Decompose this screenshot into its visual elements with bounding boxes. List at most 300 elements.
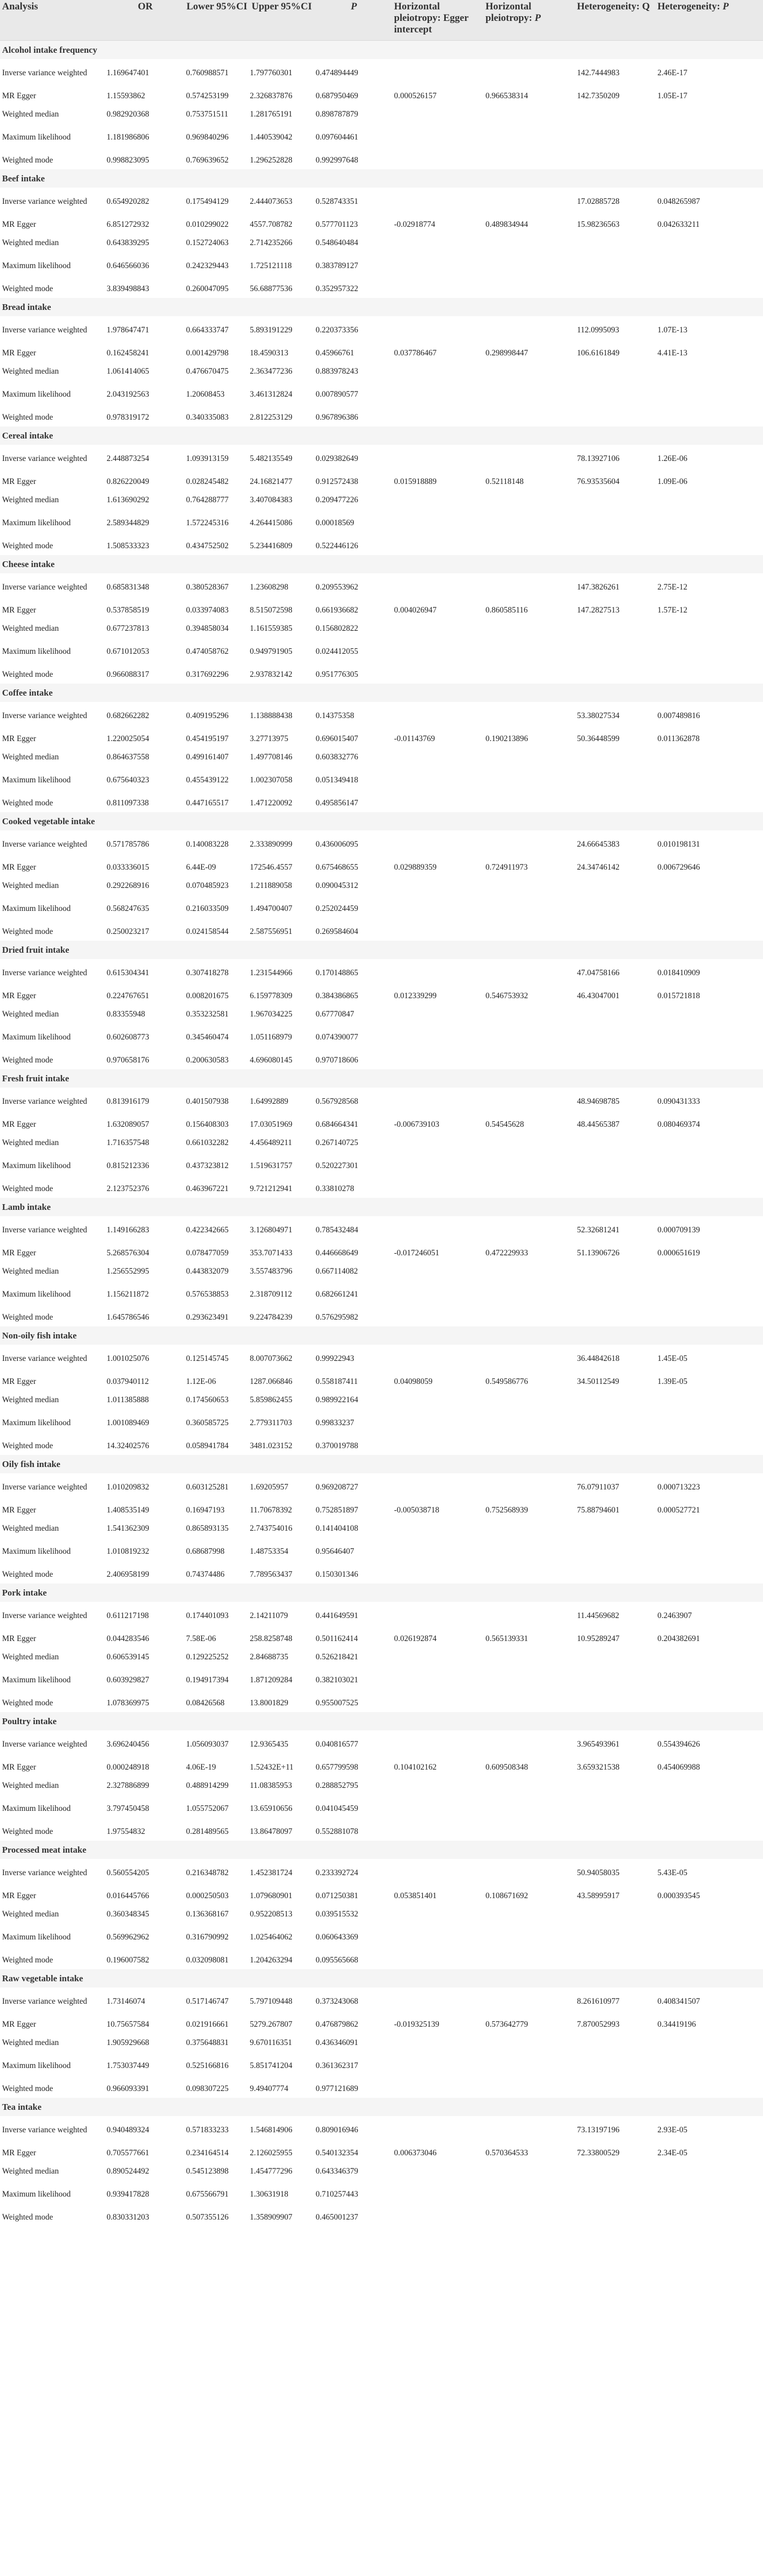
cell-p: 0.051349418 [316, 775, 359, 784]
cell-upper-ci: 2.587556951 [250, 927, 293, 936]
cell-pleiotropy-p: 0.108671692 [485, 1891, 528, 1900]
cell-p: 0.095565668 [316, 1955, 359, 1965]
cell-lower-ci: 0.024158544 [186, 927, 229, 936]
cell-analysis: Inverse variance weighted [2, 1225, 87, 1234]
cell-or: 0.978319172 [107, 412, 149, 422]
cell-heterogeneity-q: 43.58995917 [577, 1891, 620, 1900]
cell-or: 1.256552995 [107, 1266, 149, 1276]
table-row [0, 1280, 763, 1308]
cell-heterogeneity-p: 0.2463907 [657, 1611, 692, 1620]
cell-upper-ci: 13.8001829 [250, 1698, 288, 1707]
table-row [0, 1409, 763, 1437]
group-heading-row [0, 941, 763, 959]
cell-upper-ci: 1.967034225 [250, 1009, 293, 1019]
cell-lower-ci: 0.422342665 [186, 1225, 229, 1234]
cell-analysis: Weighted median [2, 752, 59, 761]
cell-or: 0.037940112 [107, 1377, 149, 1386]
cell-lower-ci: 0.517146747 [186, 1996, 229, 2006]
cell-upper-ci: 1.471220092 [250, 798, 293, 807]
group-heading-row [0, 1584, 763, 1602]
cell-upper-ci: 1.48753354 [250, 1546, 288, 1556]
group-heading-row [0, 169, 763, 188]
cell-or: 0.815212336 [107, 1161, 149, 1170]
cell-analysis: MR Egger [2, 2019, 37, 2029]
cell-analysis: Weighted mode [2, 798, 53, 807]
table-row [0, 1730, 763, 1758]
cell-or: 14.32402576 [107, 1441, 149, 1450]
cell-analysis: Inverse variance weighted [2, 839, 87, 849]
cell-heterogeneity-q: 112.0995093 [577, 325, 619, 334]
cell-p: 0.528743351 [316, 197, 359, 206]
cell-analysis: Maximum likelihood [2, 1546, 71, 1556]
table-row [0, 280, 763, 298]
cell-or: 0.826220049 [107, 477, 149, 486]
cell-lower-ci: 0.098307225 [186, 2084, 229, 2093]
group-title: Fresh fruit intake [2, 1073, 70, 1083]
cell-pleiotropy-p: 0.860585116 [485, 605, 528, 615]
cell-p: 0.548640484 [316, 238, 359, 247]
cell-or: 0.811097338 [107, 798, 149, 807]
table-row [0, 619, 763, 638]
cell-analysis: Weighted mode [2, 669, 53, 679]
table-row [0, 2052, 763, 2080]
group-title: Processed meat intake [2, 1844, 87, 1855]
cell-lower-ci: 0.476670475 [186, 366, 229, 376]
cell-analysis: Weighted median [2, 1781, 59, 1790]
table-row [0, 59, 763, 87]
cell-upper-ci: 5.851741204 [250, 2061, 293, 2070]
table-row [0, 702, 763, 730]
cell-lower-ci: 0.260047095 [186, 284, 229, 293]
cell-upper-ci: 9.721212941 [250, 1184, 293, 1193]
cell-analysis: Maximum likelihood [2, 1932, 71, 1942]
cell-upper-ci: 9.670116351 [250, 2038, 292, 2047]
cell-or: 1.978647471 [107, 325, 149, 334]
cell-heterogeneity-p: 0.042633211 [657, 220, 700, 229]
cell-or: 1.541362309 [107, 1523, 149, 1533]
cell-pleiotropy-p: 0.724911973 [485, 862, 528, 872]
cell-or: 0.970658176 [107, 1055, 149, 1065]
cell-egger-intercept: 0.004026947 [394, 605, 437, 615]
cell-upper-ci: 5.797109448 [250, 1996, 293, 2006]
table-row [0, 2162, 763, 2180]
table-row [0, 1538, 763, 1565]
cell-p: 0.039515532 [316, 1909, 359, 1919]
cell-or: 0.224767651 [107, 991, 149, 1000]
cell-p: 0.00018569 [316, 518, 354, 527]
cell-upper-ci: 1.204263294 [250, 1955, 293, 1965]
cell-heterogeneity-p: 0.015721818 [657, 991, 700, 1000]
cell-or: 1.508533323 [107, 541, 149, 550]
cell-heterogeneity-p: 0.34419196 [657, 2019, 696, 2029]
table-row [0, 1437, 763, 1455]
table-row [0, 858, 763, 876]
table-body [0, 41, 763, 2226]
cell-upper-ci: 3.126804971 [250, 1225, 293, 1234]
table-row [0, 2034, 763, 2052]
cell-p: 0.361362317 [316, 2061, 359, 2070]
table-row [0, 537, 763, 555]
table-row [0, 1152, 763, 1180]
cell-heterogeneity-p: 2.93E-05 [657, 2125, 688, 2134]
cell-p: 0.520227301 [316, 1161, 359, 1170]
cell-or: 3.696240456 [107, 1739, 149, 1749]
table-row [0, 123, 763, 151]
group-heading-row [0, 1969, 763, 1988]
cell-analysis: Inverse variance weighted [2, 1868, 87, 1877]
cell-heterogeneity-p: 0.454069988 [657, 1762, 700, 1772]
cell-egger-intercept: -0.005038718 [394, 1505, 440, 1515]
cell-lower-ci: 0.74374486 [186, 1569, 225, 1579]
cell-analysis: Weighted median [2, 1266, 59, 1276]
cell-or: 1.001089469 [107, 1418, 149, 1427]
cell-or: 0.966093391 [107, 2084, 149, 2093]
cell-upper-ci: 3481.023152 [250, 1441, 293, 1450]
table-row [0, 188, 763, 215]
cell-p: 0.675468655 [316, 862, 359, 872]
cell-or: 2.448873254 [107, 454, 149, 463]
group-title: Pork intake [2, 1587, 47, 1598]
table-row [0, 2116, 763, 2144]
cell-lower-ci: 0.68687998 [186, 1546, 225, 1556]
cell-upper-ci: 1.161559385 [250, 623, 293, 633]
cell-analysis: Inverse variance weighted [2, 325, 87, 334]
table-row [0, 2208, 763, 2226]
cell-or: 1.011385888 [107, 1395, 149, 1404]
cell-or: 1.010209832 [107, 1482, 149, 1492]
header-lower-ci: Lower 95%CI [186, 1, 248, 12]
table-row [0, 1951, 763, 1969]
cell-heterogeneity-q: 36.44842618 [577, 1354, 620, 1363]
table-row [0, 876, 763, 895]
cell-heterogeneity-p: 1.26E-06 [657, 454, 688, 463]
cell-upper-ci: 1.519631757 [250, 1161, 293, 1170]
cell-analysis: Inverse variance weighted [2, 582, 87, 592]
cell-p: 0.558187411 [316, 1377, 358, 1386]
cell-or: 0.966088317 [107, 669, 149, 679]
table-row [0, 2015, 763, 2034]
cell-upper-ci: 1.296252828 [250, 155, 293, 165]
cell-analysis: Inverse variance weighted [2, 197, 87, 206]
cell-p: 0.436006095 [316, 839, 359, 849]
cell-analysis: Weighted median [2, 1652, 59, 1661]
cell-lower-ci: 1.056093037 [186, 1739, 229, 1749]
cell-analysis: Weighted mode [2, 1055, 53, 1065]
cell-p: 0.967896386 [316, 412, 359, 422]
cell-lower-ci: 0.058941784 [186, 1441, 229, 1450]
cell-upper-ci: 1.23608298 [250, 582, 288, 592]
cell-upper-ci: 1.69205957 [250, 1482, 288, 1492]
cell-egger-intercept: 0.026192874 [394, 1634, 437, 1643]
table-row [0, 895, 763, 922]
cell-heterogeneity-p: 1.09E-06 [657, 477, 688, 486]
cell-p: 0.99922943 [316, 1354, 354, 1363]
cell-analysis: Inverse variance weighted [2, 454, 87, 463]
cell-upper-ci: 1.52432E+11 [250, 1762, 294, 1772]
cell-or: 0.813916179 [107, 1096, 149, 1106]
cell-analysis: MR Egger [2, 862, 37, 872]
cell-analysis: MR Egger [2, 1248, 37, 1257]
cell-p: 0.269584604 [316, 927, 359, 936]
cell-lower-ci: 0.353232581 [186, 1009, 229, 1019]
cell-heterogeneity-q: 50.94058035 [577, 1868, 620, 1877]
cell-or: 0.940489324 [107, 2125, 149, 2134]
cell-heterogeneity-p: 0.006729646 [657, 862, 700, 872]
cell-heterogeneity-q: 15.98236563 [577, 220, 620, 229]
cell-heterogeneity-q: 142.7350209 [577, 91, 620, 100]
cell-heterogeneity-q: 24.34746142 [577, 862, 620, 872]
cell-p: 0.989922164 [316, 1395, 359, 1404]
cell-lower-ci: 0.032098081 [186, 1955, 229, 1965]
cell-p: 0.141404108 [316, 1523, 359, 1533]
cell-p: 0.209553962 [316, 582, 359, 592]
cell-p: 0.955007525 [316, 1698, 359, 1707]
cell-upper-ci: 1.440539042 [250, 132, 293, 142]
group-heading-row [0, 1455, 763, 1473]
cell-p: 0.384386865 [316, 991, 359, 1000]
group-heading-row [0, 555, 763, 573]
cell-lower-ci: 0.125145745 [186, 1354, 229, 1363]
cell-analysis: MR Egger [2, 1762, 37, 1772]
cell-upper-ci: 2.743754016 [250, 1523, 293, 1533]
group-heading-row [0, 426, 763, 445]
cell-lower-ci: 0.488914299 [186, 1781, 229, 1790]
cell-p: 0.710257443 [316, 2189, 359, 2199]
header-pleiotropy-p [483, 1, 575, 24]
cell-pleiotropy-p: 0.549586776 [485, 1377, 528, 1386]
group-title: Cooked vegetable intake [2, 816, 95, 826]
cell-or: 0.939417828 [107, 2189, 149, 2199]
table-row [0, 1180, 763, 1198]
cell-or: 2.327886899 [107, 1781, 149, 1790]
table-row [0, 766, 763, 794]
cell-or: 0.685831348 [107, 582, 149, 592]
cell-or: 0.603929827 [107, 1675, 149, 1684]
table-row [0, 1887, 763, 1905]
cell-analysis: Weighted mode [2, 1827, 53, 1836]
table-row [0, 472, 763, 491]
cell-lower-ci: 0.661032282 [186, 1138, 229, 1147]
cell-heterogeneity-q: 142.7444983 [577, 68, 620, 77]
cell-or: 1.753037449 [107, 2061, 149, 2070]
cell-lower-ci: 0.316790992 [186, 1932, 229, 1942]
cell-lower-ci: 0.152724063 [186, 238, 229, 247]
cell-p: 0.288852795 [316, 1781, 359, 1790]
table-row [0, 1666, 763, 1694]
cell-analysis: Weighted median [2, 1395, 59, 1404]
cell-p: 0.643346379 [316, 2166, 359, 2176]
cell-analysis: Weighted median [2, 2038, 59, 2047]
cell-analysis: MR Egger [2, 1505, 37, 1515]
cell-lower-ci: 0.174401093 [186, 1611, 229, 1620]
cell-upper-ci: 12.9365435 [250, 1739, 288, 1749]
group-title: Dried fruit intake [2, 944, 70, 955]
cell-heterogeneity-p: 1.45E-05 [657, 1354, 688, 1363]
cell-heterogeneity-p: 0.554394626 [657, 1739, 700, 1749]
cell-or: 0.890524492 [107, 2166, 149, 2176]
cell-heterogeneity-q: 10.95289247 [577, 1634, 620, 1643]
table-row [0, 1795, 763, 1822]
cell-upper-ci: 2.444073653 [250, 197, 293, 206]
cell-analysis: Maximum likelihood [2, 775, 71, 784]
cell-lower-ci: 0.156408303 [186, 1119, 229, 1129]
cell-analysis: MR Egger [2, 477, 37, 486]
cell-lower-ci: 1.093913159 [186, 454, 229, 463]
cell-upper-ci: 2.812253129 [250, 412, 293, 422]
table-row [0, 1776, 763, 1795]
cell-p: 0.969208727 [316, 1482, 359, 1492]
cell-analysis: Inverse variance weighted [2, 1096, 87, 1106]
cell-upper-ci: 5.859862455 [250, 1395, 293, 1404]
cell-or: 0.982920368 [107, 109, 149, 119]
cell-analysis: Inverse variance weighted [2, 2125, 87, 2134]
cell-p: 0.687950469 [316, 91, 359, 100]
cell-upper-ci: 1.797760301 [250, 68, 293, 77]
table-row [0, 794, 763, 812]
table-row [0, 1565, 763, 1584]
cell-analysis: Weighted mode [2, 1698, 53, 1707]
group-heading-row [0, 1326, 763, 1345]
cell-heterogeneity-q: 73.13197196 [577, 2125, 620, 2134]
cell-lower-ci: 0.474058762 [186, 646, 229, 656]
header-upper-ci: Upper 95%CI [251, 1, 312, 12]
table-row [0, 748, 763, 766]
table-row [0, 665, 763, 684]
cell-heterogeneity-q: 3.965493961 [577, 1739, 620, 1749]
cell-upper-ci: 17.03051969 [250, 1119, 293, 1129]
cell-upper-ci: 13.86478097 [250, 1827, 293, 1836]
header-egger-intercept: Horizontal pleiotropy: Egger intercept [394, 1, 469, 35]
cell-lower-ci: 0.571833233 [186, 2125, 229, 2134]
cell-or: 0.196007582 [107, 1955, 149, 1965]
table-row [0, 234, 763, 252]
table-row [0, 959, 763, 987]
cell-heterogeneity-p: 0.080469374 [657, 1119, 700, 1129]
table-row [0, 2080, 763, 2098]
cell-or: 1.905929668 [107, 2038, 149, 2047]
cell-egger-intercept: 0.04098059 [394, 1377, 433, 1386]
cell-heterogeneity-p: 5.43E-05 [657, 1868, 688, 1877]
cell-lower-ci: 0.001429798 [186, 348, 229, 357]
cell-upper-ci: 1.138888438 [250, 711, 293, 720]
header-heterogeneity-p-letter: P [722, 1, 729, 12]
cell-analysis: MR Egger [2, 991, 37, 1000]
cell-upper-ci: 1.497708146 [250, 752, 293, 761]
cell-heterogeneity-p: 1.05E-17 [657, 91, 688, 100]
cell-egger-intercept: 0.029889359 [394, 862, 437, 872]
table-row [0, 2144, 763, 2162]
cell-p: 0.684664341 [316, 1119, 359, 1129]
cell-or: 0.033336015 [107, 862, 149, 872]
table-row [0, 380, 763, 408]
cell-heterogeneity-q: 53.38027534 [577, 711, 620, 720]
cell-p: 0.382103021 [316, 1675, 359, 1684]
cell-lower-ci: 0.463967221 [186, 1184, 229, 1193]
cell-analysis: Inverse variance weighted [2, 1482, 87, 1492]
table-row [0, 1501, 763, 1519]
cell-p: 0.95646407 [316, 1546, 354, 1556]
cell-pleiotropy-p: 0.472229933 [485, 1248, 528, 1257]
cell-lower-ci: 0.136368167 [186, 1909, 229, 1919]
cell-or: 1.408535149 [107, 1505, 149, 1515]
cell-lower-ci: 0.525166816 [186, 2061, 229, 2070]
cell-p: 0.465001237 [316, 2212, 359, 2222]
cell-pleiotropy-p: 0.54545628 [485, 1119, 524, 1129]
table-row [0, 1115, 763, 1134]
cell-or: 2.043192563 [107, 389, 149, 399]
cell-lower-ci: 0.293623491 [186, 1312, 229, 1322]
cell-heterogeneity-p: 0.000709139 [657, 1225, 700, 1234]
cell-p: 0.097604461 [316, 132, 359, 142]
cell-analysis: Maximum likelihood [2, 1161, 71, 1170]
cell-or: 0.998823095 [107, 155, 149, 165]
cell-p: 0.912572438 [316, 477, 359, 486]
cell-analysis: Maximum likelihood [2, 1675, 71, 1684]
cell-upper-ci: 2.779311703 [250, 1418, 292, 1427]
cell-analysis: Weighted median [2, 1523, 59, 1533]
cell-analysis: Weighted mode [2, 412, 53, 422]
cell-p: 0.071250381 [316, 1891, 359, 1900]
cell-upper-ci: 2.84688735 [250, 1652, 288, 1661]
group-title: Oily fish intake [2, 1459, 61, 1469]
table-row [0, 1630, 763, 1648]
cell-heterogeneity-p: 0.048265987 [657, 197, 700, 206]
cell-lower-ci: 0.455439122 [186, 775, 229, 784]
cell-analysis: Maximum likelihood [2, 389, 71, 399]
cell-heterogeneity-q: 11.44569682 [577, 1611, 619, 1620]
cell-analysis: MR Egger [2, 734, 37, 743]
cell-or: 0.292268916 [107, 881, 149, 890]
cell-analysis: Maximum likelihood [2, 1804, 71, 1813]
table-row [0, 1473, 763, 1501]
cell-upper-ci: 3.27713975 [250, 734, 288, 743]
cell-lower-ci: 0.070485923 [186, 881, 229, 890]
group-title: Beef intake [2, 173, 45, 183]
group-heading-row [0, 41, 763, 59]
cell-analysis: Maximum likelihood [2, 518, 71, 527]
cell-p: 0.883978243 [316, 366, 359, 376]
cell-upper-ci: 6.159778309 [250, 991, 293, 1000]
cell-p: 0.14375358 [316, 711, 354, 720]
header-heterogeneity-q: Heterogeneity: Q [577, 1, 650, 12]
cell-or: 0.611217198 [107, 1611, 149, 1620]
cell-p: 0.029382649 [316, 454, 359, 463]
cell-analysis: Weighted mode [2, 541, 53, 550]
cell-heterogeneity-q: 52.32681241 [577, 1225, 620, 1234]
cell-upper-ci: 1.079680901 [250, 1891, 293, 1900]
table-row [0, 1822, 763, 1841]
cell-upper-ci: 8.007073662 [250, 1354, 293, 1363]
cell-upper-ci: 5.893191229 [250, 325, 293, 334]
cell-upper-ci: 5279.267807 [250, 2019, 293, 2029]
cell-analysis: MR Egger [2, 91, 37, 100]
table-row [0, 1905, 763, 1923]
cell-upper-ci: 11.70678392 [250, 1505, 292, 1515]
cell-egger-intercept: -0.017246051 [394, 1248, 440, 1257]
cell-p: 0.441649591 [316, 1611, 359, 1620]
table-row [0, 1602, 763, 1630]
cell-upper-ci: 2.126025955 [250, 2148, 293, 2157]
cell-p: 0.383789127 [316, 261, 359, 270]
cell-analysis: Weighted mode [2, 1312, 53, 1322]
cell-analysis: Inverse variance weighted [2, 68, 87, 77]
cell-heterogeneity-p: 0.007489816 [657, 711, 700, 720]
cell-p: 0.970718606 [316, 1055, 359, 1065]
cell-p: 0.526218421 [316, 1652, 359, 1661]
cell-lower-ci: 0.764288777 [186, 495, 229, 504]
cell-heterogeneity-p: 1.07E-13 [657, 325, 688, 334]
table-row [0, 1023, 763, 1051]
